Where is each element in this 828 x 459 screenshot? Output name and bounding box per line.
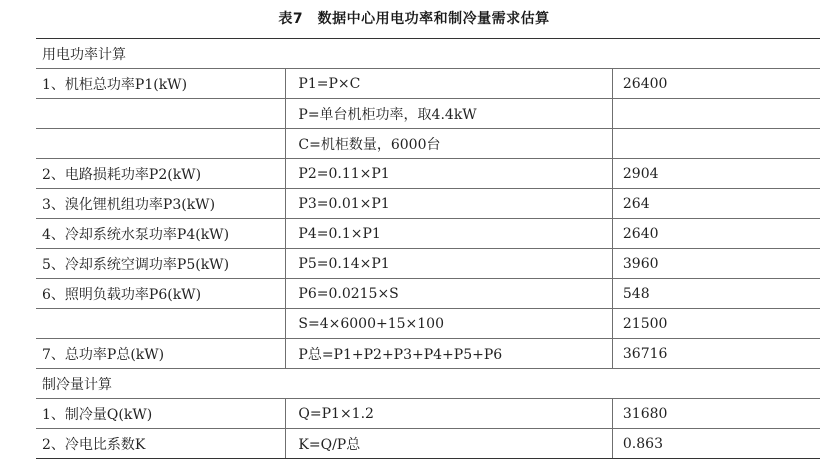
formula-cell: P4=0.1×P1 — [286, 219, 612, 249]
item-cell: 3、溴化锂机组功率P3(kW) — [36, 189, 286, 219]
item-cell — [36, 99, 286, 129]
power-cooling-table — [36, 38, 820, 459]
value-cell: 36716 — [612, 339, 820, 369]
value-cell: 548 — [612, 279, 820, 309]
formula-cell: P2=0.11×P1 — [286, 159, 612, 189]
table-row — [36, 339, 820, 369]
formula-cell: P5=0.14×P1 — [286, 249, 612, 279]
value-cell: 26400 — [612, 69, 820, 99]
section-heading: 用电功率计算 — [36, 39, 820, 69]
table-caption: 表7 数据中心用电功率和制冷量需求估算 — [278, 11, 550, 27]
value-cell: 0.863 — [612, 429, 820, 459]
table-row — [36, 249, 820, 279]
formula-cell: P总=P1+P2+P3+P4+P5+P6 — [286, 339, 612, 369]
table-row — [36, 129, 820, 159]
section-row-cooling — [36, 369, 820, 399]
value-cell: 21500 — [612, 309, 820, 339]
item-cell — [36, 129, 286, 159]
value-cell: 2640 — [612, 219, 820, 249]
formula-cell: P1=P×C — [286, 69, 612, 99]
table-row — [36, 99, 820, 129]
table-row — [36, 189, 820, 219]
value-cell — [612, 129, 820, 159]
table-row — [36, 309, 820, 339]
table-row — [36, 69, 820, 99]
item-cell: 4、冷却系统水泵功率P4(kW) — [36, 219, 286, 249]
table-row — [36, 159, 820, 189]
table-row — [36, 399, 820, 429]
item-cell: 2、冷电比系数K — [36, 429, 286, 459]
value-cell — [612, 99, 820, 129]
table-row — [36, 429, 820, 459]
formula-cell: K=Q/P总 — [286, 429, 612, 459]
table-row — [36, 279, 820, 309]
value-cell: 264 — [612, 189, 820, 219]
value-cell: 31680 — [612, 399, 820, 429]
item-cell: 2、电路损耗功率P2(kW) — [36, 159, 286, 189]
formula-cell: Q=P1×1.2 — [286, 399, 612, 429]
formula-cell: C=机柜数量，6000台 — [286, 129, 612, 159]
item-cell — [36, 309, 286, 339]
section-row-power — [36, 39, 820, 69]
section-heading: 制冷量计算 — [36, 369, 820, 399]
formula-cell: P=单台机柜功率，取4.4kW — [286, 99, 612, 129]
formula-cell: S=4×6000+15×100 — [286, 309, 612, 339]
item-cell: 6、照明负载功率P6(kW) — [36, 279, 286, 309]
item-cell: 1、机柜总功率P1(kW) — [36, 69, 286, 99]
formula-cell: P6=0.0215×S — [286, 279, 612, 309]
item-cell: 5、冷却系统空调功率P5(kW) — [36, 249, 286, 279]
item-cell: 1、制冷量Q(kW) — [36, 399, 286, 429]
table-row — [36, 219, 820, 249]
item-cell: 7、总功率P总(kW) — [36, 339, 286, 369]
value-cell: 3960 — [612, 249, 820, 279]
value-cell: 2904 — [612, 159, 820, 189]
formula-cell: P3=0.01×P1 — [286, 189, 612, 219]
